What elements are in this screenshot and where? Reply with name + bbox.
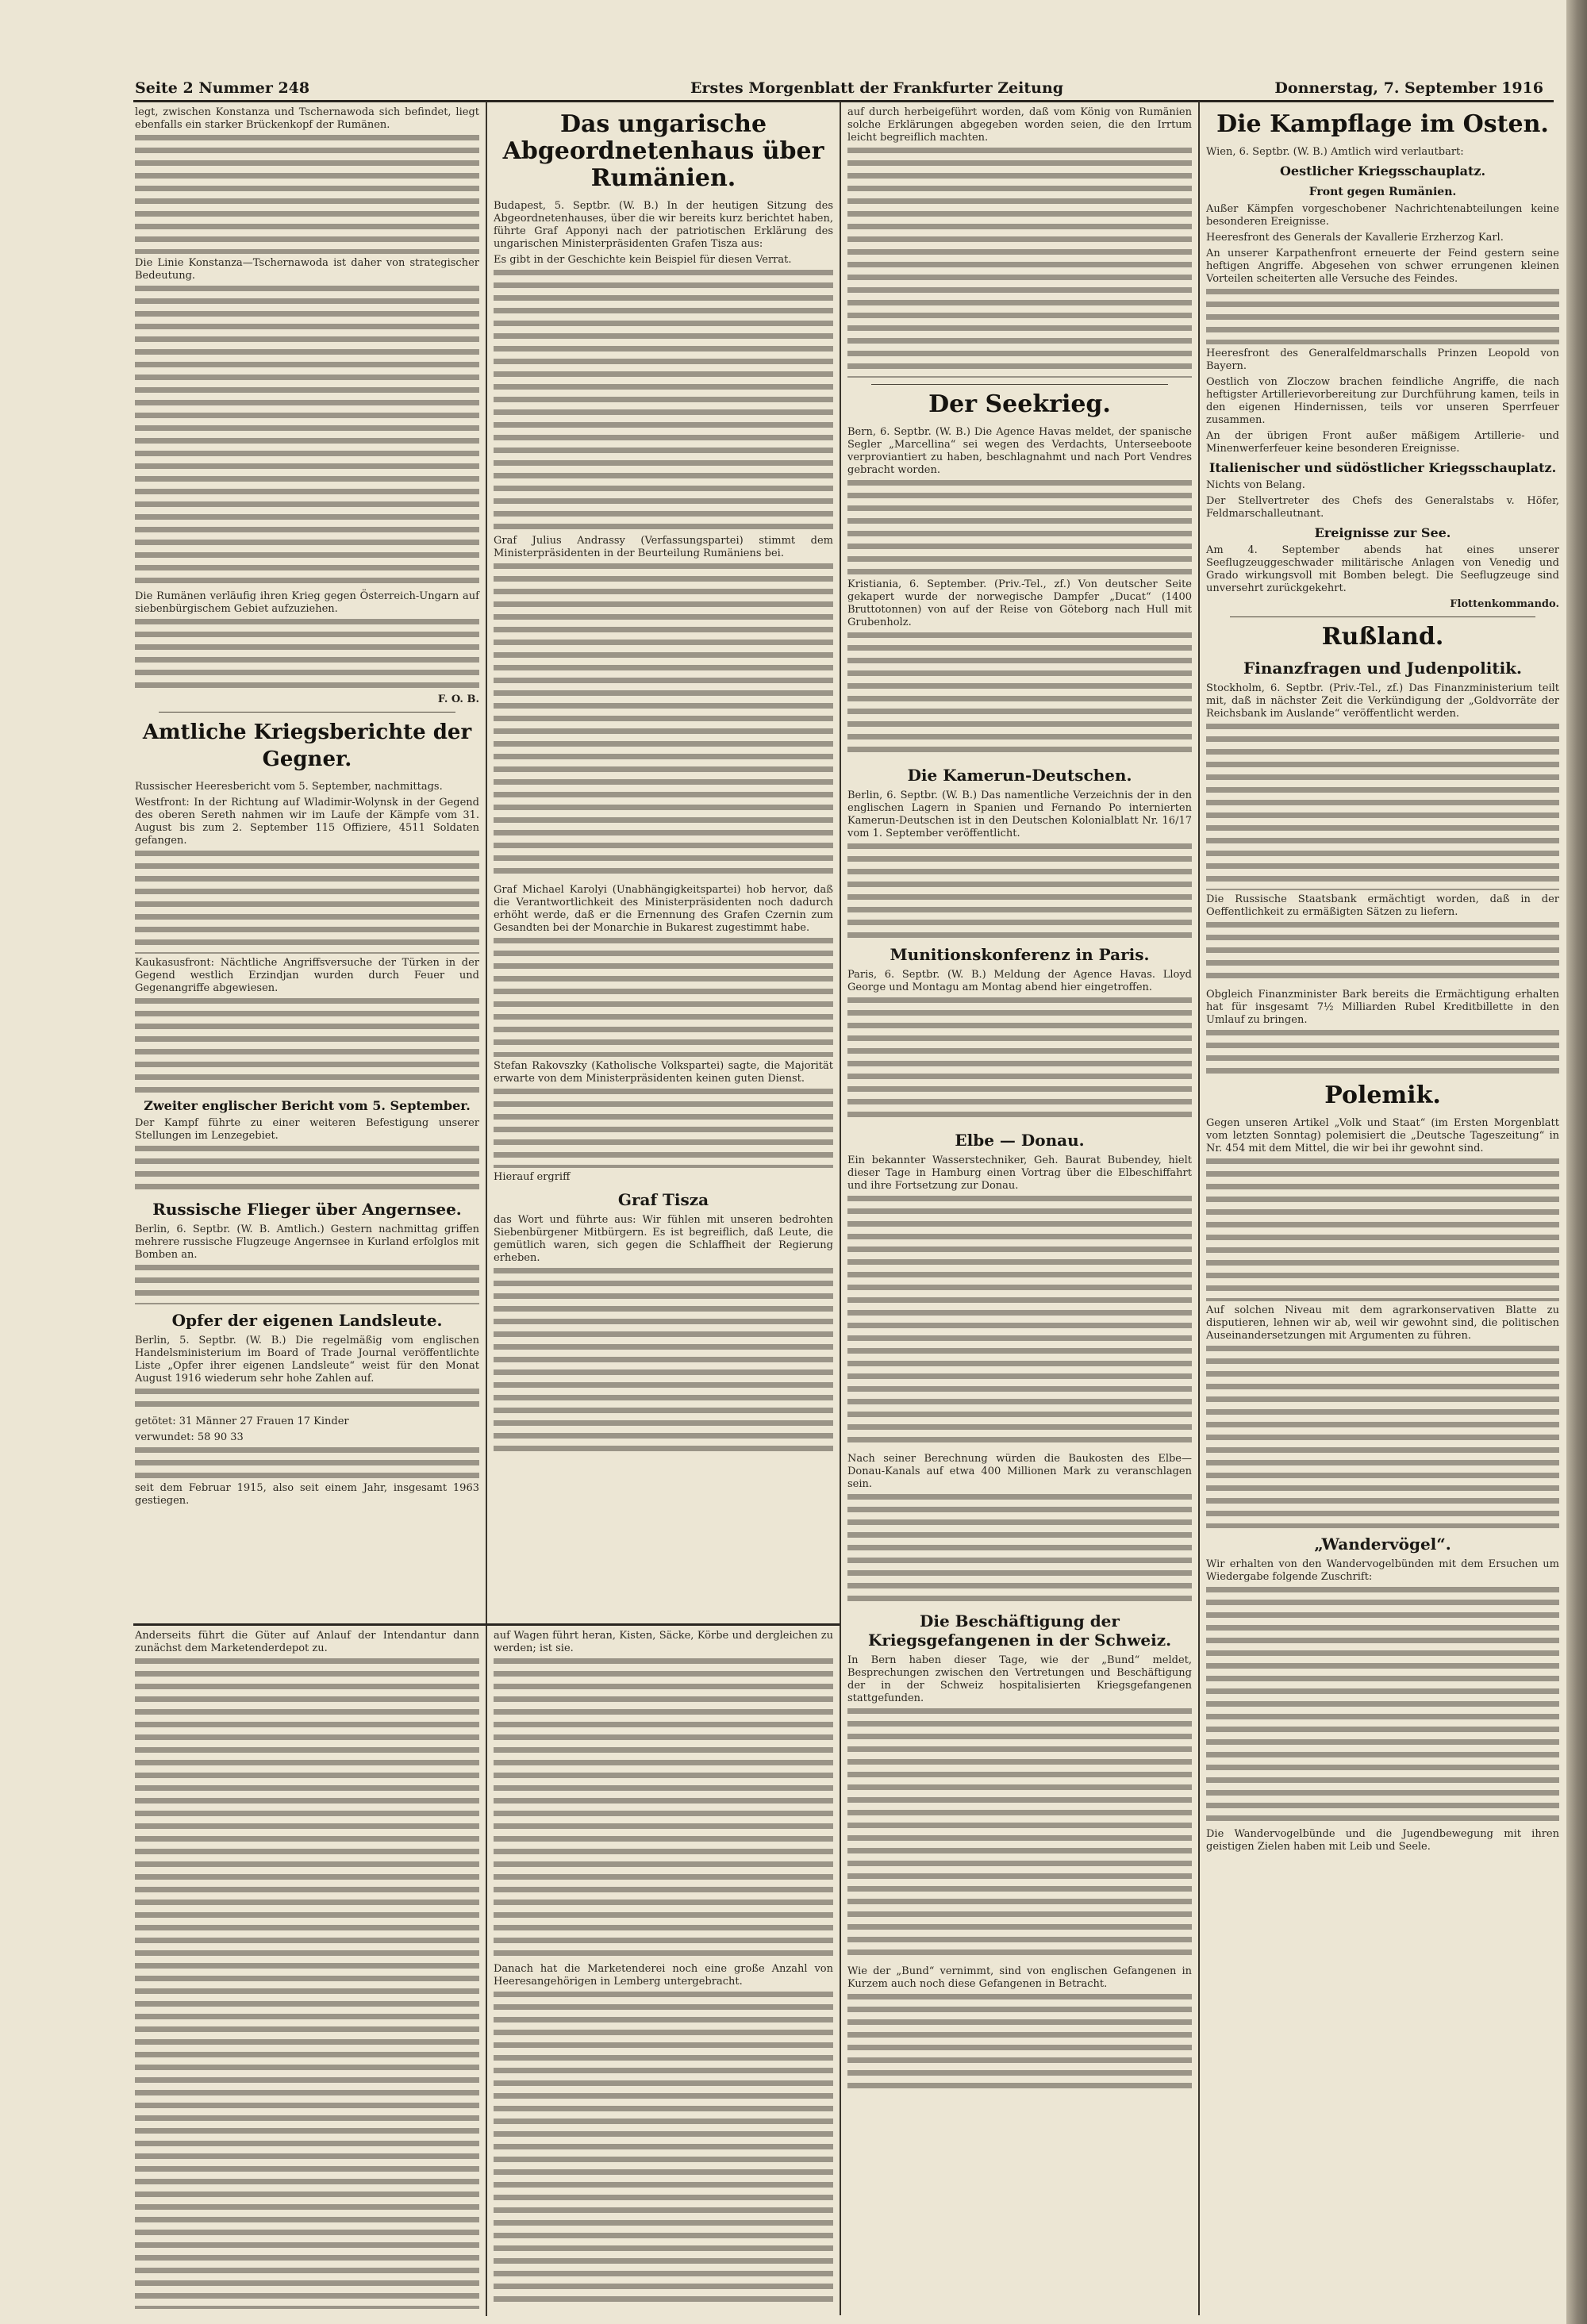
- paragraph: Wien, 6. Septbr. (W. B.) Amtlich wird verlautbart:: [1206, 146, 1464, 158]
- paragraph: Die Russische Staatsbank ermächtigt worden, daß in der Oeffentlichkeit zu ermäßigten Sätzen zu liefern.: [1206, 893, 1559, 918]
- text-block: [494, 270, 833, 532]
- section-heading: Amtliche Kriegsberichte der Gegner.: [142, 720, 472, 771]
- paragraph: Kristiania, 6. September. (Priv.-Tel., zf.) Von deutscher Seite gekapert wurde der norwegische Dampfer „Ducat“ (1400 Bruttotonnen) von auf der Reise von Göteborg nach Hull mit Grubenholz.: [847, 578, 1192, 628]
- author-signature: Flottenkommando.: [1450, 598, 1559, 610]
- text-block: [1206, 922, 1559, 985]
- paragraph: Nichts von Belang.: [1206, 479, 1305, 491]
- paragraph: Gegen unseren Artikel „Volk und Staat“ (im Ersten Morgenblatt vom letzten Sonntag) polemisiert die „Deutsche Tageszeitung“ in Nr. 454 mit dem Mittel, die wir bei ihr gewohnt sind.: [1206, 1117, 1559, 1154]
- paragraph: Budapest, 5. Septbr. (W. B.) In der heutigen Sitzung des Abgeordnetenhauses, über die wir bereits kurz berichtet haben, führte Graf Apponyi nach der patriotischen Erklärung des ungarischen Ministerpräsidenten Grafen Tisza aus:: [494, 200, 833, 250]
- paragraph: Ein bekannter Wasserstechniker, Geh. Baurat Bubendey, hielt dieser Tage in Hamburg einen Vortrag über die Elbeschiffahrt und ihre Fortsetzung zur Donau.: [847, 1154, 1192, 1192]
- paragraph: Graf Michael Karolyi (Unabhängigkeitspartei) hob hervor, daß die Verantwortlichkeit des Ministerpräsidenten noch dadurch erhöht werde, daß er die Ernennung des Grafen Czernin zum Gesandten bei der Monarchie in Bukarest zugestimmt habe.: [494, 884, 833, 934]
- column-divider: [486, 1626, 487, 2316]
- paragraph: seit dem Februar 1915, also seit einem Jahr, insgesamt 1963 gestiegen.: [135, 1482, 479, 1507]
- paragraph: Die Rumänen verläufig ihren Krieg gegen Österreich-Ungarn auf siebenbürgischem Gebiet aufzuziehen.: [135, 590, 479, 615]
- paragraph: Oestlich von Zloczow brachen feindliche Angriffe, die nach heftigster Artillerievorbereitung zur Durchführung kamen, teils in den eigenen Hindernissen, teils vor unseren Sperrfeuer zusammen.: [1206, 376, 1559, 426]
- paragraph: Der Kampf führte zu einer weiteren Befestigung unserer Stellungen im Lenzegebiet.: [135, 1117, 479, 1142]
- paragraph: Graf Julius Andrassy (Verfassungspartei) stimmt dem Ministerpräsidenten in der Beurteilung Rumäniens bei.: [494, 535, 833, 559]
- statistics-row: getötet: 31 Männer 27 Frauen 17 Kinder: [135, 1416, 349, 1427]
- text-block: [135, 1146, 479, 1193]
- lower-column-b: [494, 1630, 833, 2312]
- paragraph: An unserer Karpathenfront erneuerte der Feind gestern seine heftigen Angriffe. Abgesehen von schwer errungenen kleinen Vorteilen scheiterten alle Versuche des Feindes.: [1206, 248, 1559, 285]
- text-block: [847, 480, 1192, 575]
- text-block: [847, 632, 1192, 759]
- paragraph: Berlin, 6. Septbr. (W. B.) Das namentliche Verzeichnis der in den englischen Lagern in Spanien und Fernando Po internierten Kamerun-Deutschen ist in den Deutschen Kolonialblatt Nr. 16/17 vom 1. September veröffentlicht.: [847, 789, 1192, 839]
- paragraph: In Bern haben dieser Tage, wie der „Bund“ meldet, Besprechungen zwischen den Vertretungen und Beschäftigung der in der Schweiz hospitalisierten Kriegsgefangenen stattgefunden.: [847, 1654, 1192, 1704]
- subheading: Russische Flieger über Angernsee.: [152, 1200, 462, 1219]
- paragraph: Außer Kämpfen vorgeschobener Nachrichtenabteilungen keine besonderen Ereignisse.: [1206, 203, 1559, 228]
- section-heading: Die Kampflage im Osten.: [1216, 110, 1549, 138]
- text-block: [847, 1196, 1192, 1450]
- text-block: [135, 998, 479, 1093]
- text-block: [847, 843, 1192, 939]
- paragraph: Berlin, 6. Septbr. (W. B. Amtlich.) Gestern nachmittag griffen mehrere russische Flugzeuge Angernsee in Kurland erfolglos mit Bomben an.: [135, 1223, 479, 1261]
- subheading: Ereignisse zur See.: [1314, 525, 1451, 540]
- subheading: Graf Tisza: [617, 1190, 709, 1209]
- paragraph: das Wort und führte aus: Wir fühlen mit unseren bedrohten Siebenbürgener Mitbürgern. Es ist begreiflich, daß Leute, die gemütlich waren, sich gegen die Schlaffheit der Regierung erheben.: [494, 1214, 833, 1264]
- text-block: [1206, 1346, 1559, 1528]
- text-block: [494, 563, 833, 881]
- paragraph: Heeresfront des Generalfeldmarschalls Prinzen Leopold von Bayern.: [1206, 348, 1559, 372]
- column-divider: [840, 102, 841, 2315]
- paragraph: Obgleich Finanzminister Bark bereits die Ermächtigung erhalten hat für insgesamt 7½ Milliarden Rubel Kreditbillette in den Umlauf zu bringen.: [1206, 989, 1559, 1026]
- text-block: [1206, 1587, 1559, 1825]
- subheading: Italienischer und südöstlicher Kriegsschauplatz.: [1209, 460, 1557, 475]
- text-block: [135, 851, 479, 954]
- text-block: [135, 1447, 479, 1479]
- text-block: [135, 1265, 479, 1304]
- column-3: [847, 106, 1192, 2092]
- paragraph: Westfront: In der Richtung auf Wladimir-Wolynsk in der Gegend des oberen Sereth nahmen wir im Laufe der Kämpfe vom 31. August bis zum 2. September 115 Offiziere, 4511 Soldaten gefangen.: [135, 797, 479, 847]
- paragraph: Bern, 6. Septbr. (W. B.) Die Agence Havas meldet, der spanische Segler „Marcellina“ sei wegen des Verdachts, Unterseeboote verproviantiert zu haben, beschlagnahmt und nach Port Vendres gebracht worden.: [847, 426, 1192, 476]
- paragraph: Stefan Rakovszky (Katholische Volkspartei) sagte, die Majorität erwarte von dem Ministerpräsidenten keinen guten Dienst.: [494, 1060, 833, 1085]
- column-divider: [486, 102, 487, 1623]
- subheading: „Wandervögel“.: [1314, 1535, 1451, 1554]
- book-binding-edge: [1566, 0, 1587, 2324]
- text-block: [494, 1268, 833, 1458]
- text-block: [135, 1389, 479, 1412]
- text-block: [494, 1089, 833, 1168]
- text-block: [847, 148, 1192, 378]
- text-block: [494, 1658, 833, 1960]
- section-heading: Der Seekrieg.: [928, 390, 1111, 418]
- text-block: [1206, 724, 1559, 890]
- text-block: [135, 1658, 479, 2309]
- statistics-row: verwundet: 58 90 33: [135, 1431, 244, 1443]
- text-block: [1206, 289, 1559, 344]
- subheading: Zweiter englischer Bericht vom 5. September.: [144, 1098, 471, 1113]
- paragraph: Der Stellvertreter des Chefs des Generalstabs v. Höfer, Feldmarschalleutnant.: [1206, 495, 1559, 520]
- paragraph: Hierauf ergriff: [494, 1171, 571, 1183]
- header-rule: [133, 100, 1554, 102]
- paragraph: Russischer Heeresbericht vom 5. September, nachmittags.: [135, 781, 443, 793]
- text-block: [847, 1994, 1192, 2089]
- paragraph: Wir erhalten von den Wandervogelbünden mit dem Ersuchen um Wiedergabe folgende Zuschrift:: [1206, 1558, 1559, 1583]
- subheading: Elbe — Donau.: [955, 1131, 1085, 1150]
- paragraph: Am 4. September abends hat eines unserer Seeflugzeuggeschwader militärische Anlagen von Venedig und Grado wirkungsvoll mit Bomben belegt. Die Seeflugzeuge sind unversehrt zurückgekehrt.: [1206, 544, 1559, 594]
- paragraph: Danach hat die Marketenderei noch eine große Anzahl von Heeresangehörigen in Lemberg untergebracht.: [494, 1963, 833, 1988]
- subheading: Finanzfragen und Judenpolitik.: [1243, 659, 1522, 678]
- subheading: Oestlicher Kriegsschauplatz.: [1279, 163, 1486, 179]
- text-block: [494, 938, 833, 1057]
- paragraph: legt, zwischen Konstanza und Tschernawoda sich befindet, liegt ebenfalls ein starker Brückenkopf der Rumänen.: [135, 106, 479, 131]
- paragraph: Heeresfront des Generals der Kavallerie Erzherzog Karl.: [1206, 232, 1504, 244]
- article-headline: Das ungarische Abgeordnetenhaus über Rumänien.: [502, 110, 824, 192]
- section-heading: Polemik.: [1324, 1081, 1441, 1109]
- column-2: [494, 106, 833, 1462]
- paragraph: Die Linie Konstanza—Tschernawoda ist daher von strategischer Bedeutung.: [135, 257, 479, 282]
- text-block: [847, 1494, 1192, 1605]
- divider: [159, 712, 455, 713]
- text-block: [135, 286, 479, 587]
- author-signature: F. O. B.: [437, 693, 479, 705]
- paragraph: auf durch herbeigeführt worden, daß vom König von Rumänien solche Erklärungen abgegeben worden seien, die den Irrtum leicht begreiflich machten.: [847, 106, 1192, 144]
- paragraph: Die Wandervogelbünde und die Jugendbewegung mit ihren geistigen Zielen haben mit Leib und Seele.: [1206, 1828, 1559, 1853]
- text-block: [847, 1708, 1192, 1962]
- newspaper-title: Erstes Morgenblatt der Frankfurter Zeitung: [690, 79, 1064, 97]
- issue-date: Donnerstag, 7. September 1916: [1274, 79, 1543, 97]
- paragraph: Wie der „Bund“ vernimmt, sind von englischen Gefangenen in Kurzem auch noch diese Gefangenen in Betracht.: [847, 1965, 1192, 1990]
- text-block: [494, 1992, 833, 2309]
- section-heading: Rußland.: [1321, 623, 1444, 651]
- paragraph: Anderseits führt die Güter auf Anlauf der Intendantur dann zunächst dem Marketenderdepot zu.: [135, 1630, 479, 1654]
- subheading: Die Kamerun-Deutschen.: [907, 766, 1132, 785]
- masthead: [135, 79, 1559, 100]
- subheading: Die Beschäftigung der Kriegsgefangenen in der Schweiz.: [867, 1611, 1172, 1650]
- column-divider: [1198, 102, 1200, 2315]
- paragraph: Kaukasusfront: Nächtliche Angriffsversuche der Türken in der Gegend westlich Erzindjan wurden durch Feuer und Gegenangriffe abgewiesen.: [135, 957, 479, 994]
- subheading: Opfer der eigenen Landsleute.: [171, 1311, 443, 1330]
- text-block: [847, 997, 1192, 1124]
- divider: [871, 384, 1168, 385]
- paragraph: Paris, 6. Septbr. (W. B.) Meldung der Agence Havas. Lloyd George und Montagu am Montag abend hier eingetroffen.: [847, 969, 1192, 993]
- column-1: [135, 106, 479, 1511]
- text-block: [135, 619, 479, 690]
- page-number: Seite 2 Nummer 248: [135, 79, 310, 97]
- subheading: Munitionskonferenz in Paris.: [890, 945, 1150, 964]
- column-4: [1206, 106, 1559, 1857]
- paragraph: Berlin, 5. Septbr. (W. B.) Die regelmäßig vom englischen Handelsministerium im Board of Trade Journal veröffentlichte Liste „Opfer ihrer eigenen Landsleute“ weist für den Monat August 1916 wiederum sehr hohe Zahlen auf.: [135, 1335, 479, 1385]
- paragraph: Stockholm, 6. Septbr. (Priv.-Tel., zf.) Das Finanzministerium teilt mit, daß in nächster Zeit die Verkündigung der „Goldvorräte der Reichsbank im Auslande“ veröffentlicht werden.: [1206, 682, 1559, 720]
- subheading: Front gegen Rumänien.: [1308, 186, 1457, 198]
- paragraph: An der übrigen Front außer mäßigem Artillerie- und Minenwerferfeuer keine besonderen Ereignisse.: [1206, 430, 1559, 455]
- text-block: [1206, 1030, 1559, 1077]
- lower-column-a: [135, 1630, 479, 2312]
- paragraph: Auf solchen Niveau mit dem agrarkonservativen Blatte zu disputieren, lehnen wir ab, weil wir gewohnt sind, die politischen Auseinandersetzungen mit Argumenten zu führen.: [1206, 1304, 1559, 1342]
- paragraph: Nach seiner Berechnung würden die Baukosten des Elbe—Donau-Kanals auf etwa 400 Millionen Mark zu veranschlagen sein.: [847, 1453, 1192, 1490]
- paragraph: auf Wagen führt heran, Kisten, Säcke, Körbe und dergleichen zu werden; ist sie.: [494, 1630, 833, 1654]
- section-rule: [133, 1623, 840, 1626]
- text-block: [1206, 1158, 1559, 1301]
- paragraph: Es gibt in der Geschichte kein Beispiel für diesen Verrat.: [494, 254, 792, 266]
- text-block: [135, 135, 479, 254]
